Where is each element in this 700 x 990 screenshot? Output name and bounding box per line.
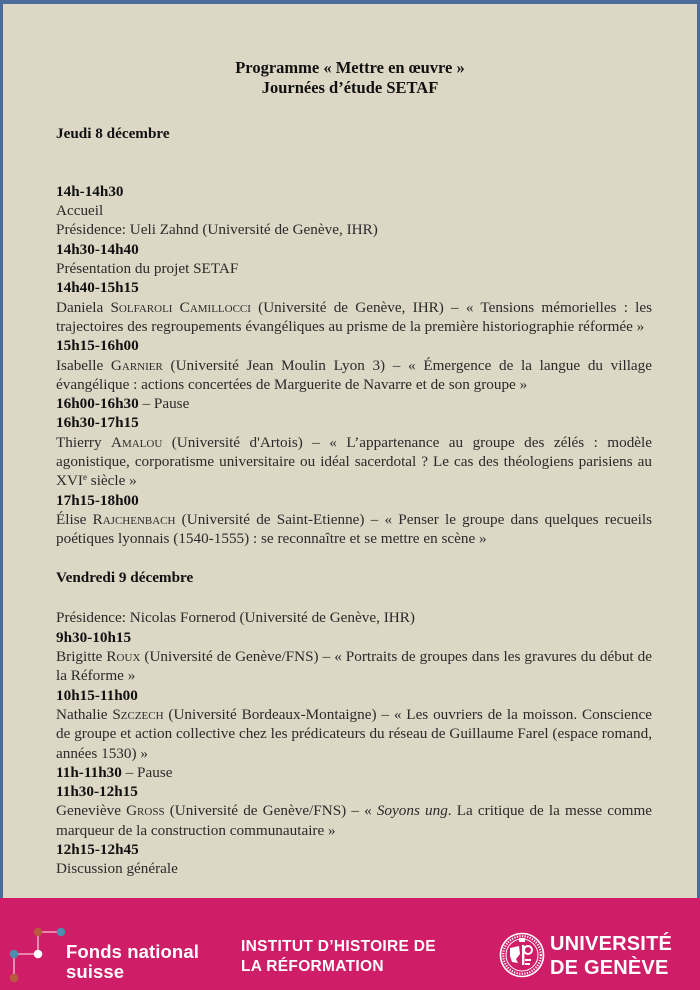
speaker-first-name: Daniela [56,298,104,316]
speaker-first-name: Thierry [56,433,102,451]
pause-label: – Pause [121,763,173,781]
programme-content [56,124,652,879]
talk-details-end: . La critique de la messe comme marqueur de la construction communautaire » [56,802,652,839]
talk-details-end: siècle » [87,472,137,490]
time-slot: 15h15-16h00 [56,337,139,355]
speaker-last-name: Szczech [112,705,164,723]
time-slot: 10h15-11h00 [56,686,138,704]
speaker-last-name: Roux [106,648,141,666]
time-slot: 12h15-12h45 [56,840,139,858]
time-slot: 14h30-14h40 [56,240,139,258]
fns-line-2: suisse [66,961,125,982]
speaker-last-name: Amalou [110,433,163,451]
time-slot: 14h40-15h15 [56,279,139,297]
chair-text: Présidence: Ueli Zahnd (Université de Genève, IHR) [56,221,378,239]
time-slot: 11h-11h30 [56,763,122,781]
title-line-1: Programme « Mettre en œuvre » [235,58,465,77]
time-slot: 14h-14h30 [56,182,124,200]
speaker-last-name: Gross [126,802,165,820]
talk-entry [56,433,652,491]
talk-title-italic: Soyons ung [376,802,448,820]
title-line-2: Journées d’étude SETAF [261,78,439,97]
unige-line-2: DE GENÈVE [550,957,669,979]
time-slot: 17h15-18h00 [56,491,139,509]
talk-details: (Université Bordeaux-Montaigne) – « Les ouvriers de la moisson. Conscience de groupe et action collective chez les prédicateurs du réseau de Guillaume Farel (espace romand, années 1530) » [56,705,652,762]
talk-details: (Université de Genève/FNS) – « [164,802,377,820]
time-slot: 9h30-10h15 [56,628,132,646]
time-slot: 11h30-12h15 [56,783,138,801]
pause-line [56,394,652,413]
ihr-logo-text [241,937,436,977]
talk-entry [56,647,652,686]
ihr-line-2: LA RÉFORMATION [241,958,384,975]
talk-entry [56,801,652,840]
fns-logo-text [66,942,199,982]
speaker-last-name: Solfaroli Camillocci [110,298,251,316]
session-text: Discussion générale [56,860,178,878]
speaker-first-name: Geneviève [56,802,121,820]
speaker-last-name: Rajchenbach [92,510,176,528]
session-text: Accueil [56,202,104,220]
time-slot: 16h00-16h30 [56,395,139,413]
speaker-first-name: Nathalie [56,705,108,723]
time-slot: 16h30-17h15 [56,414,139,432]
fns-network-logo-icon [0,898,70,990]
day-heading: Jeudi 8 décembre [56,125,170,142]
pause-label: – Pause [138,395,190,413]
speaker-first-name: Isabelle [56,356,104,374]
fns-line-1: Fonds national [66,941,199,962]
chair-text: Présidence: Nicolas Fornerod (Université de Genève, IHR) [56,609,415,627]
talk-details: (Université de Genève/FNS) – « Portraits de groupes dans les gravures du début de la Réforme » [56,648,652,685]
talk-details: (Université de Saint-Etienne) – « Penser le groupe dans quelques recueils poétiques lyonnais (1540-1555) : se reconnaître et se mettre en scène » [56,510,652,548]
page-title [3,58,697,98]
unige-logo-text [550,932,672,980]
speaker-first-name: Élise [56,510,87,528]
talk-entry [56,356,652,395]
university-seal-icon [499,932,545,978]
superscript: e [83,472,87,483]
talk-details: (Université de Genève, IHR) – « Tensions mémorielles : les trajectoires des regroupements évangéliques au prisme de la première historiographie réformée » [56,298,652,335]
talk-details: (Université Jean Moulin Lyon 3) – « Émergence de la langue du village évangélique : actions concertées de Marguerite de Navarre et de son groupe » [56,356,653,393]
speaker-first-name: Brigitte [56,648,103,666]
ihr-line-1: INSTITUT D’HISTOIRE DE [241,938,436,955]
talk-entry [56,298,652,337]
pause-line [56,763,652,782]
day-heading: Vendredi 9 décembre [56,568,194,586]
session-text: Présentation du projet SETAF [56,260,239,278]
talk-details: (Université d'Artois) – « L’appartenance au groupe des zélés : modèle agonistique, corporatisme universitaire ou idéal sacerdotal ? Le cas des théologiens parisiens au XVI [56,433,652,490]
talk-entry [56,510,652,549]
talk-entry [56,705,652,763]
sponsor-footer [0,898,700,990]
unige-line-1: UNIVERSITÉ [550,933,673,955]
speaker-last-name: Garnier [110,356,163,374]
